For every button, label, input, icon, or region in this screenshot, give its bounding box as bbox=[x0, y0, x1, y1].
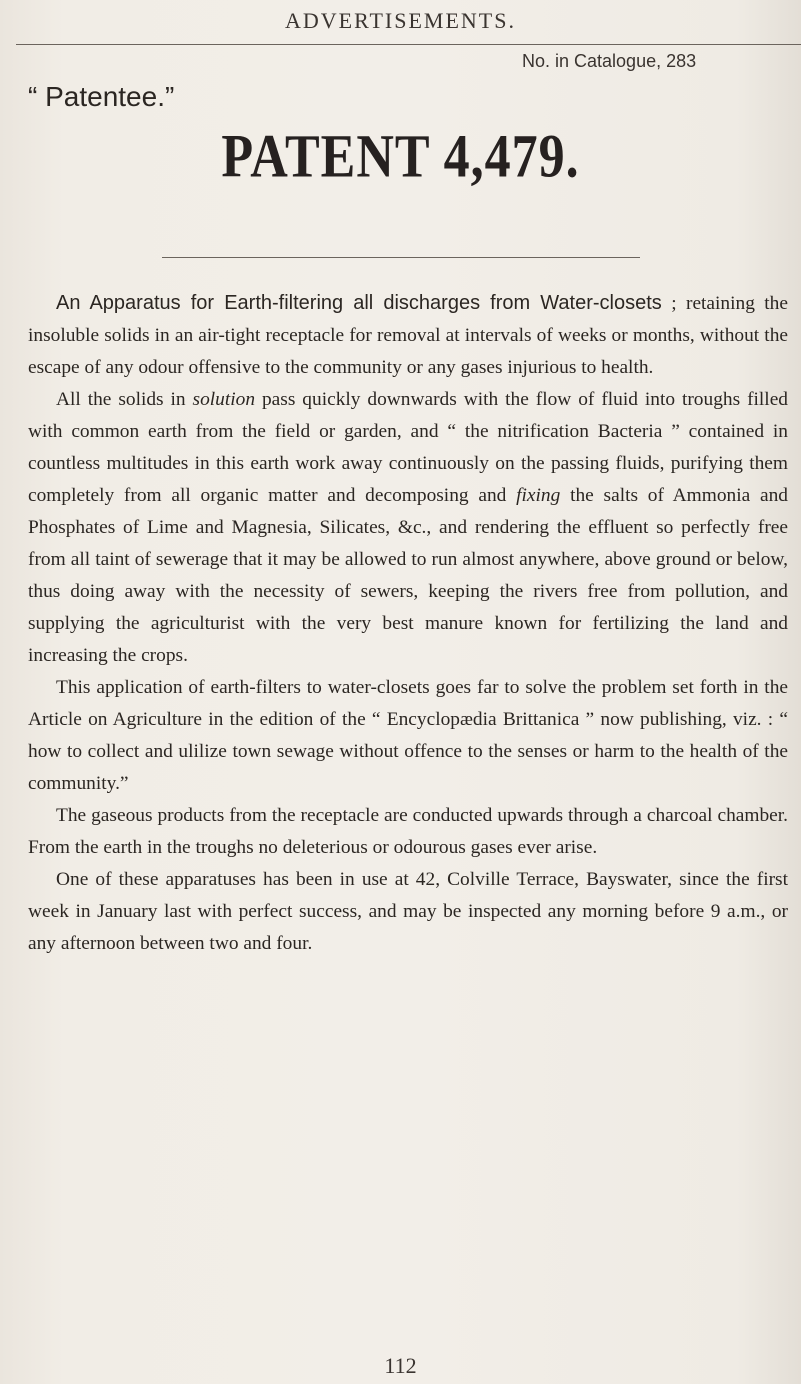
running-head: ADVERTISEMENTS. bbox=[285, 8, 516, 33]
header-rule bbox=[16, 44, 801, 45]
patent-title: PATENT 4,479. bbox=[221, 123, 580, 191]
paragraph-1-lead: An Apparatus for Earth-filtering all discharges from Water-closets bbox=[56, 292, 662, 314]
paragraph-2 bbox=[28, 384, 788, 672]
paragraph-2-end: the salts of Ammonia and Phosphates of Lime and Magnesia, Silicates, &c., and rendering the effluent so perfectly free from all taint of sewerage that it may be allowed to run almost anywhere, above ground or below, thus doing away with the necessity of sewers, keeping the rivers free from pollution, and supplying the agriculturist with the very best manure known for fertilizing the land and increasing the crops. bbox=[28, 485, 788, 666]
page-number: 112 bbox=[384, 1353, 417, 1378]
paragraph-2-start: All the solids in bbox=[56, 389, 193, 410]
paragraph-1 bbox=[28, 287, 788, 384]
paragraph-1-rest: ; retaining the insoluble solids in an air-tight receptacle for removal at intervals of weeks or months, without the escape of any odour offensive to the community or any gases injurious to health. bbox=[28, 293, 788, 378]
paragraph-3: This application of earth-filters to water-closets goes far to solve the problem set forth in the Article on Agriculture in the edition of the “ Encyclopædia Brittanica ” now publishing, viz. : “ how to collect and ulilize town sewage without offence to the senses or harm to the health of the community.” bbox=[28, 677, 788, 794]
advert-body bbox=[28, 287, 788, 960]
advertiser-name: “ Patentee.” bbox=[28, 81, 175, 112]
title-rule bbox=[162, 257, 640, 258]
paragraph-2-italic-fixing: fixing bbox=[516, 485, 561, 506]
paragraph-2-italic: solution bbox=[192, 389, 256, 410]
paragraph-5: One of these apparatuses has been in use at 42, Colville Terrace, Bayswater, since the first week in January last with perfect success, and may be inspected any morning before 9 a.m., or any afternoon between two and four. bbox=[28, 869, 788, 954]
paragraph-4: The gaseous products from the receptacle are conducted upwards through a charcoal chamber. From the earth in the troughs no deleterious or odourous gases ever arise. bbox=[28, 805, 788, 858]
catalogue-number: No. in Catalogue, 283 bbox=[522, 51, 697, 71]
paragraph-2-mid: pass quickly downwards with the flow of fluid into troughs filled with common earth from the field or garden, and “ the nitrification Bacteria ” contained in countless multitudes in this earth work away continuously on the passing fluids, purifying them completely from all organic matter and decomposing and bbox=[28, 389, 788, 506]
